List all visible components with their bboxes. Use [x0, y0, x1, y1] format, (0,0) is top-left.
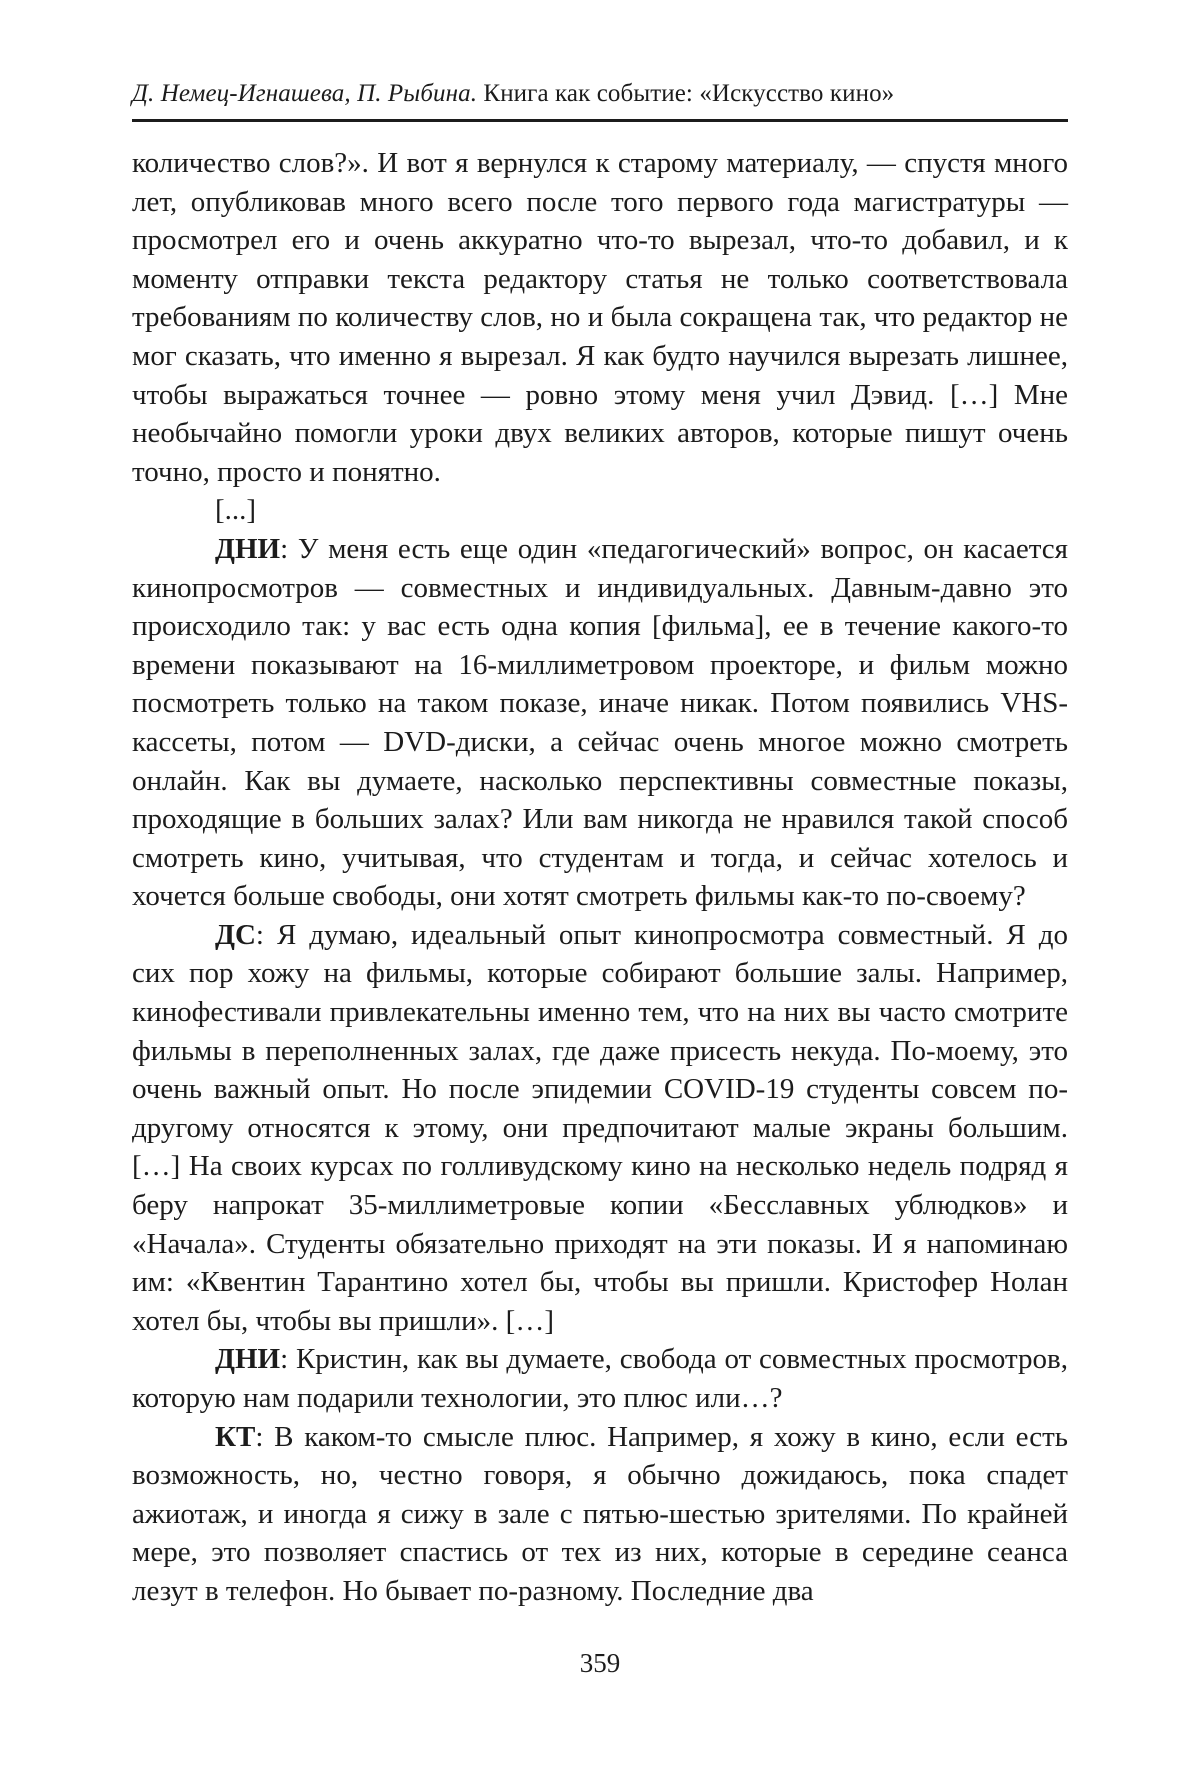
paragraph-ds-answer — [132, 916, 1068, 1341]
speaker-label: ДНИ — [215, 1343, 281, 1376]
paragraph-continuation — [132, 144, 1068, 491]
header-authors: Д. Немец-Игнашева, П. Рыбина. — [132, 80, 478, 107]
paragraph-text: : Кристин, как вы думаете, свобода от совместных просмотров, которую нам подарили технологии, это плюс или…? — [132, 1343, 1068, 1414]
paragraph-dni-question — [132, 530, 1068, 916]
paragraph-ellipsis — [132, 491, 1068, 530]
paragraph-text: : У меня есть еще один «педагогический» вопрос, он касается кинопросмотров — совместных и индивидуальных. Давным-давно это происходило так: у вас есть одна копия [фильма], ее в течение какого-то времени показывают на 16-миллиметровом проекторе, и фильм можно посмотреть только на таком показе, иначе никак. Потом появились VHS-кассеты, потом — DVD-диски, а сейчас очень многое можно смотреть онлайн. Как вы думаете, насколько перспективны совместные показы, проходящие в больших залах? Или вам никогда не нравился такой способ смотреть кино, учитывая, что студентам и тогда, и сейчас хотелось и хочется больше свободы, они хотят смотреть фильмы как-то по-своему? — [132, 532, 1068, 913]
paragraph-dni-question-2 — [132, 1340, 1068, 1417]
paragraph-text: [...] — [215, 494, 257, 527]
page-body — [132, 144, 1068, 1611]
running-header — [132, 78, 1068, 122]
page-number: 359 — [579, 1648, 621, 1678]
header-title: Книга как событие: «Искусство кино» — [483, 80, 895, 107]
paragraph-kt-answer — [132, 1418, 1068, 1611]
speaker-label: ДС — [215, 918, 256, 951]
speaker-label: КТ — [215, 1420, 256, 1453]
paragraph-text: количество слов?». И вот я вернулся к старому материалу, — спустя много лет, опубликовав много всего после того первого года магистратуры — просмотрел его и очень аккуратно что-то вырезал, что-то добавил, и к моменту отправки текста редактору статья не только соответствовала требованиям по количеству слов, но и была сокращена так, что редактор не мог сказать, что именно я вырезал. Я как будто научился вырезать лишнее, чтобы выражаться точнее — ровно этому меня учил Дэвид. […] Мне необычайно помогли уроки двух великих авторов, которые пишут очень точно, просто и понятно. — [132, 147, 1068, 488]
paragraph-text: : В каком-то смысле плюс. Например, я хожу в кино, если есть возможность, но, честно говоря, я обычно дожидаюсь, пока спадет ажиотаж, и иногда я сижу в зале с пятью-шестью зрителями. По крайней мере, это позволяет спастись от тех из них, которые в середине сеанса лезут в телефон. Но бывает по-разному. Последние два — [132, 1420, 1068, 1607]
book-page — [132, 78, 1068, 1718]
paragraph-text: : Я думаю, идеальный опыт кинопросмотра совместный. Я до сих пор хожу на фильмы, которые собирают большие залы. Например, кинофестивали привлекательны именно тем, что на них вы часто смотрите фильмы в переполненных залах, где даже присесть некуда. По-моему, это очень важный опыт. Но после эпидемии COVID-19 студенты совсем по-другому относятся к этому, они предпочитают малые экраны большим. […] На своих курсах по голливудскому кино на несколько недель подряд я беру напрокат 35-миллиметровые копии «Бесславных ублюдков» и «Начала». Студенты обязательно приходят на эти показы. И я напоминаю им: «Квентин Тарантино хотел бы, чтобы вы пришли. Кристофер Нолан хотел бы, чтобы вы пришли». […] — [132, 918, 1068, 1337]
speaker-label: ДНИ — [215, 532, 281, 565]
